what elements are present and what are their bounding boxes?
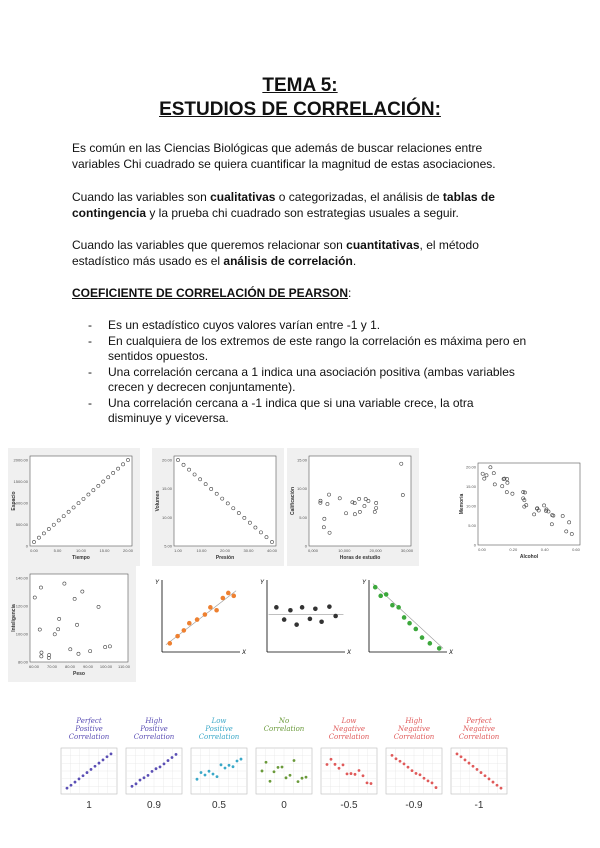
- x-tick-label: 0,000: [307, 548, 319, 553]
- data-point: [484, 774, 487, 777]
- data-point: [435, 786, 438, 789]
- correlation-label: No: [278, 717, 290, 725]
- data-point: [480, 771, 483, 774]
- y-tick-label: 120.00: [15, 603, 28, 609]
- x-axis-label: Tiempo: [72, 555, 90, 561]
- y-tick-label: 15.00: [465, 484, 476, 489]
- y-tick-label: 10.00: [465, 503, 476, 509]
- y-tick-label: 5.00: [299, 514, 307, 520]
- data-point: [346, 772, 349, 775]
- quantitative-paragraph: [72, 237, 532, 269]
- y-axis-label: Y: [362, 580, 367, 586]
- data-point: [496, 784, 499, 787]
- data-point: [476, 768, 479, 771]
- data-point: [168, 641, 173, 646]
- text: o categorizadas, el análisis de: [275, 190, 443, 204]
- correlation-label: Correlation: [393, 733, 435, 741]
- correlation-label: Positive: [140, 725, 168, 733]
- data-point: [289, 774, 292, 777]
- correlation-label: Positive: [75, 725, 103, 733]
- y-tick-label: 0: [473, 542, 476, 548]
- data-point: [407, 621, 412, 626]
- data-point: [366, 781, 369, 784]
- scatter-plot-presion: [152, 448, 284, 566]
- data-point: [419, 773, 422, 776]
- y-axis-label: Volumen: [155, 490, 161, 512]
- data-point: [293, 759, 296, 762]
- correlation-value: 1: [86, 800, 92, 811]
- intro-paragraph: Es común en las Ciencias Biológicas que además de buscar relaciones entre variables Chi cuadrado se quiera cuantificar la magnitud de estas asociaciones.: [72, 141, 496, 171]
- data-point: [282, 617, 287, 622]
- correlation-strip: [55, 716, 555, 816]
- data-point: [313, 607, 318, 612]
- data-point: [297, 780, 300, 783]
- y-axis-label: Inteligencia: [11, 604, 17, 632]
- data-point: [182, 628, 187, 633]
- data-point: [139, 779, 142, 782]
- y-tick-label: 2000.00: [13, 457, 28, 463]
- data-point: [414, 627, 419, 632]
- x-tick-label: 90.00: [82, 664, 94, 669]
- text: , el método estadístico más usado es el: [72, 238, 479, 268]
- x-tick-label: 5.00: [53, 548, 62, 553]
- data-point: [232, 765, 235, 768]
- data-point: [305, 776, 308, 779]
- data-point: [460, 755, 463, 758]
- data-point: [294, 622, 299, 627]
- text: .: [352, 254, 357, 268]
- x-tick-label: 70.00: [46, 664, 58, 669]
- correlation-label: Correlation: [263, 725, 305, 733]
- bold-text: tablas de contingencia: [72, 190, 495, 220]
- x-axis-label: X: [449, 650, 454, 656]
- bold-text: análisis de correlación: [223, 254, 353, 268]
- data-point: [203, 612, 208, 617]
- x-tick-label: 10.00: [75, 548, 87, 553]
- y-tick-label: 80.00: [17, 659, 28, 665]
- y-tick-label: 20.00: [161, 457, 172, 463]
- y-axis-label: Y: [155, 580, 160, 586]
- correlation-label: Low: [211, 717, 227, 725]
- data-point: [200, 771, 203, 774]
- data-point: [437, 646, 442, 651]
- y-tick-label: 15.00: [161, 486, 172, 492]
- data-point: [175, 753, 178, 756]
- y-tick-label: 5.00: [164, 543, 172, 549]
- x-axis-label: X: [347, 650, 352, 656]
- data-point: [135, 782, 138, 785]
- x-tick-label: 10,000: [338, 548, 351, 553]
- data-point: [396, 605, 401, 610]
- data-point: [187, 621, 192, 626]
- x-axis-label: Presión: [215, 555, 235, 561]
- plot-frame: [478, 463, 580, 545]
- scatter-plot-tiempo: [8, 448, 140, 566]
- data-point: [94, 765, 97, 768]
- data-point: [464, 759, 467, 762]
- data-point: [420, 635, 425, 640]
- data-point: [378, 594, 383, 599]
- data-point: [228, 764, 231, 767]
- data-point: [472, 765, 475, 768]
- data-point: [175, 634, 180, 639]
- data-point: [221, 596, 226, 601]
- data-point: [391, 754, 394, 757]
- data-point: [70, 784, 73, 787]
- scatter-plot-alcohol: [456, 455, 588, 565]
- scatter-plot-horas: [287, 448, 419, 566]
- data-point: [102, 759, 105, 762]
- text: Cuando las variables son: [72, 190, 211, 204]
- xy-plot-negative: [357, 572, 457, 662]
- x-tick-label: 10.00: [196, 548, 207, 553]
- data-point: [110, 753, 113, 756]
- text: y la prueba chi cuadrado son estrategias usuales a seguir.: [146, 206, 459, 220]
- data-point: [308, 617, 313, 622]
- x-tick-label: 0.40: [540, 547, 549, 552]
- data-point: [456, 753, 459, 756]
- qualitative-paragraph: [72, 189, 532, 221]
- list-item: - Una correlación cercana a -1 indica que si una variable crece, la otra disminuye y viceversa.: [88, 396, 528, 427]
- data-point: [403, 762, 406, 765]
- data-point: [338, 767, 341, 770]
- y-tick-label: 20.00: [465, 464, 476, 470]
- y-tick-label: 500.00: [15, 522, 28, 527]
- correlation-value: -0.5: [340, 800, 358, 811]
- data-point: [415, 772, 418, 775]
- data-point: [171, 756, 174, 759]
- data-point: [342, 763, 345, 766]
- y-tick-label: 0: [304, 543, 307, 549]
- list-item: - Una correlación cercana a 1 indica una asociación positiva (ambas variables crecen y decrecen conjuntamente).: [88, 365, 528, 396]
- data-point: [274, 605, 279, 610]
- x-axis-label: Alcohol: [519, 554, 539, 560]
- data-point: [326, 763, 329, 766]
- y-tick-label: 140.00: [15, 575, 28, 581]
- data-point: [488, 778, 491, 781]
- x-tick-label: 0.60: [572, 547, 580, 552]
- y-axis-label: Y: [260, 580, 265, 586]
- data-point: [281, 766, 284, 769]
- y-tick-label: 15.00: [296, 457, 307, 463]
- correlation-label: Negative: [462, 725, 496, 733]
- y-tick-label: 10.00: [161, 514, 172, 520]
- y-axis-label: Calificación: [290, 486, 296, 516]
- data-point: [399, 760, 402, 763]
- y-axis-label: Memoria: [459, 493, 465, 515]
- correlation-label: Low: [341, 717, 357, 725]
- correlation-label: Correlation: [328, 733, 370, 741]
- data-point: [167, 759, 170, 762]
- data-point: [407, 766, 410, 769]
- data-point: [155, 767, 158, 770]
- x-tick-label: 30,000: [400, 548, 414, 553]
- x-tick-label: 20.00: [122, 548, 134, 553]
- correlation-label: High: [145, 717, 163, 725]
- correlation-label: High: [405, 717, 423, 725]
- text: Cuando las variables que queremos relacionar son: [72, 238, 347, 252]
- trend-line: [373, 584, 443, 649]
- y-tick-label: 5.00: [468, 523, 476, 528]
- plot-frame: [174, 456, 276, 546]
- data-point: [500, 787, 503, 790]
- x-tick-label: 30.00: [243, 548, 254, 553]
- section-heading-colon: :: [348, 286, 352, 300]
- data-point: [411, 769, 414, 772]
- correlation-label: Correlation: [68, 733, 110, 741]
- data-point: [288, 608, 293, 613]
- data-point: [90, 768, 93, 771]
- data-point: [350, 772, 353, 775]
- data-point: [468, 762, 471, 765]
- data-point: [277, 766, 280, 769]
- section-heading: [72, 285, 532, 301]
- data-point: [333, 614, 338, 619]
- data-point: [224, 767, 227, 770]
- y-tick-label: 0: [25, 543, 28, 549]
- data-point: [82, 774, 85, 777]
- x-tick-label: 20,000: [369, 548, 382, 553]
- bold-text: cuantitativas: [346, 238, 420, 252]
- data-point: [163, 762, 166, 765]
- correlation-value: 0.9: [147, 800, 161, 811]
- data-point: [98, 762, 101, 765]
- x-tick-label: 80.00: [64, 664, 76, 669]
- data-point: [428, 641, 433, 646]
- x-tick-label: 0.00: [478, 547, 486, 552]
- data-point: [334, 763, 337, 766]
- correlation-label: Positive: [205, 725, 233, 733]
- data-point: [66, 787, 69, 790]
- correlation-label: Perfect: [466, 717, 492, 725]
- x-tick-label: 100.00: [99, 664, 113, 669]
- x-tick-label: 60.00: [28, 664, 40, 669]
- data-point: [402, 615, 407, 620]
- correlation-value: -1: [474, 800, 484, 811]
- data-point: [208, 770, 211, 773]
- data-point: [74, 781, 77, 784]
- y-axis-label: Espacio: [11, 491, 17, 511]
- data-point: [78, 778, 81, 781]
- y-tick-label: 10.00: [296, 486, 307, 492]
- data-point: [131, 785, 134, 788]
- data-point: [330, 758, 333, 761]
- data-point: [395, 757, 398, 760]
- bullet-list: [88, 318, 528, 427]
- data-point: [269, 780, 272, 783]
- data-point: [106, 755, 109, 758]
- x-tick-label: 1.00: [174, 548, 182, 553]
- data-point: [214, 608, 219, 613]
- correlation-label: Perfect: [76, 717, 102, 725]
- data-point: [423, 777, 426, 780]
- data-point: [273, 770, 276, 773]
- data-point: [231, 594, 236, 599]
- data-point: [195, 617, 200, 622]
- y-tick-label: 1500.00: [13, 479, 28, 484]
- title-line-2: ESTUDIOS DE CORRELACIÓN:: [159, 99, 441, 120]
- xy-plot-none: [255, 572, 355, 662]
- data-point: [265, 761, 268, 764]
- scatter-plot-peso: [8, 566, 136, 682]
- data-point: [236, 760, 239, 763]
- data-point: [196, 778, 199, 781]
- data-point: [220, 763, 223, 766]
- correlation-label: Negative: [397, 725, 431, 733]
- correlation-label: Correlation: [458, 733, 500, 741]
- bold-text: cualitativas: [210, 190, 276, 204]
- data-point: [240, 758, 243, 761]
- x-tick-label: 20.00: [219, 548, 231, 553]
- y-tick-label: 1000.00: [13, 500, 28, 506]
- data-point: [373, 585, 378, 590]
- data-point: [384, 592, 389, 597]
- correlation-value: 0.5: [212, 800, 226, 811]
- data-point: [319, 619, 324, 624]
- data-point: [427, 779, 430, 782]
- data-point: [143, 776, 146, 779]
- data-point: [354, 773, 357, 776]
- data-point: [151, 770, 154, 773]
- data-point: [362, 774, 365, 777]
- data-point: [261, 770, 264, 773]
- plot-frame: [309, 456, 411, 546]
- data-point: [301, 777, 304, 780]
- data-point: [204, 774, 207, 777]
- correlation-label: Correlation: [198, 733, 240, 741]
- data-point: [327, 604, 332, 609]
- data-point: [86, 771, 89, 774]
- correlation-value: 0: [281, 800, 287, 811]
- x-tick-label: 0.00: [30, 548, 38, 553]
- data-point: [208, 605, 213, 610]
- data-point: [492, 781, 495, 784]
- x-tick-label: 40.00: [266, 548, 278, 553]
- data-point: [226, 591, 231, 596]
- section-heading-text: COEFICIENTE DE CORRELACIÓN DE PEARSON: [72, 286, 349, 300]
- data-point: [212, 773, 215, 776]
- data-point: [370, 782, 373, 785]
- list-item: - Es un estadístico cuyos valores varían entre -1 y 1.: [88, 318, 528, 334]
- data-point: [147, 774, 150, 777]
- x-axis-label: X: [242, 650, 247, 656]
- data-point: [159, 766, 162, 769]
- title-line-1: TEMA 5:: [262, 75, 338, 96]
- data-point: [431, 782, 434, 785]
- data-point: [285, 776, 288, 779]
- plot-frame: [30, 574, 128, 662]
- correlation-value: -0.9: [405, 800, 423, 811]
- data-point: [358, 769, 361, 772]
- data-point: [300, 605, 305, 610]
- data-point: [390, 603, 395, 608]
- x-tick-label: 0.20: [509, 547, 518, 552]
- x-axis-label: Horas de estudio: [339, 555, 381, 561]
- y-tick-label: 100.00: [15, 631, 28, 637]
- xy-plot-positive: [150, 572, 250, 662]
- data-point: [216, 775, 219, 778]
- list-item: - En cualquiera de los extremos de este rango la correlación es máxima pero en sentidos opuestos.: [88, 334, 528, 365]
- correlation-label: Negative: [332, 725, 366, 733]
- correlation-label: Correlation: [133, 733, 175, 741]
- x-tick-label: 15.00: [99, 548, 110, 553]
- x-axis-label: Peso: [73, 671, 85, 677]
- x-tick-label: 110.00: [118, 664, 130, 669]
